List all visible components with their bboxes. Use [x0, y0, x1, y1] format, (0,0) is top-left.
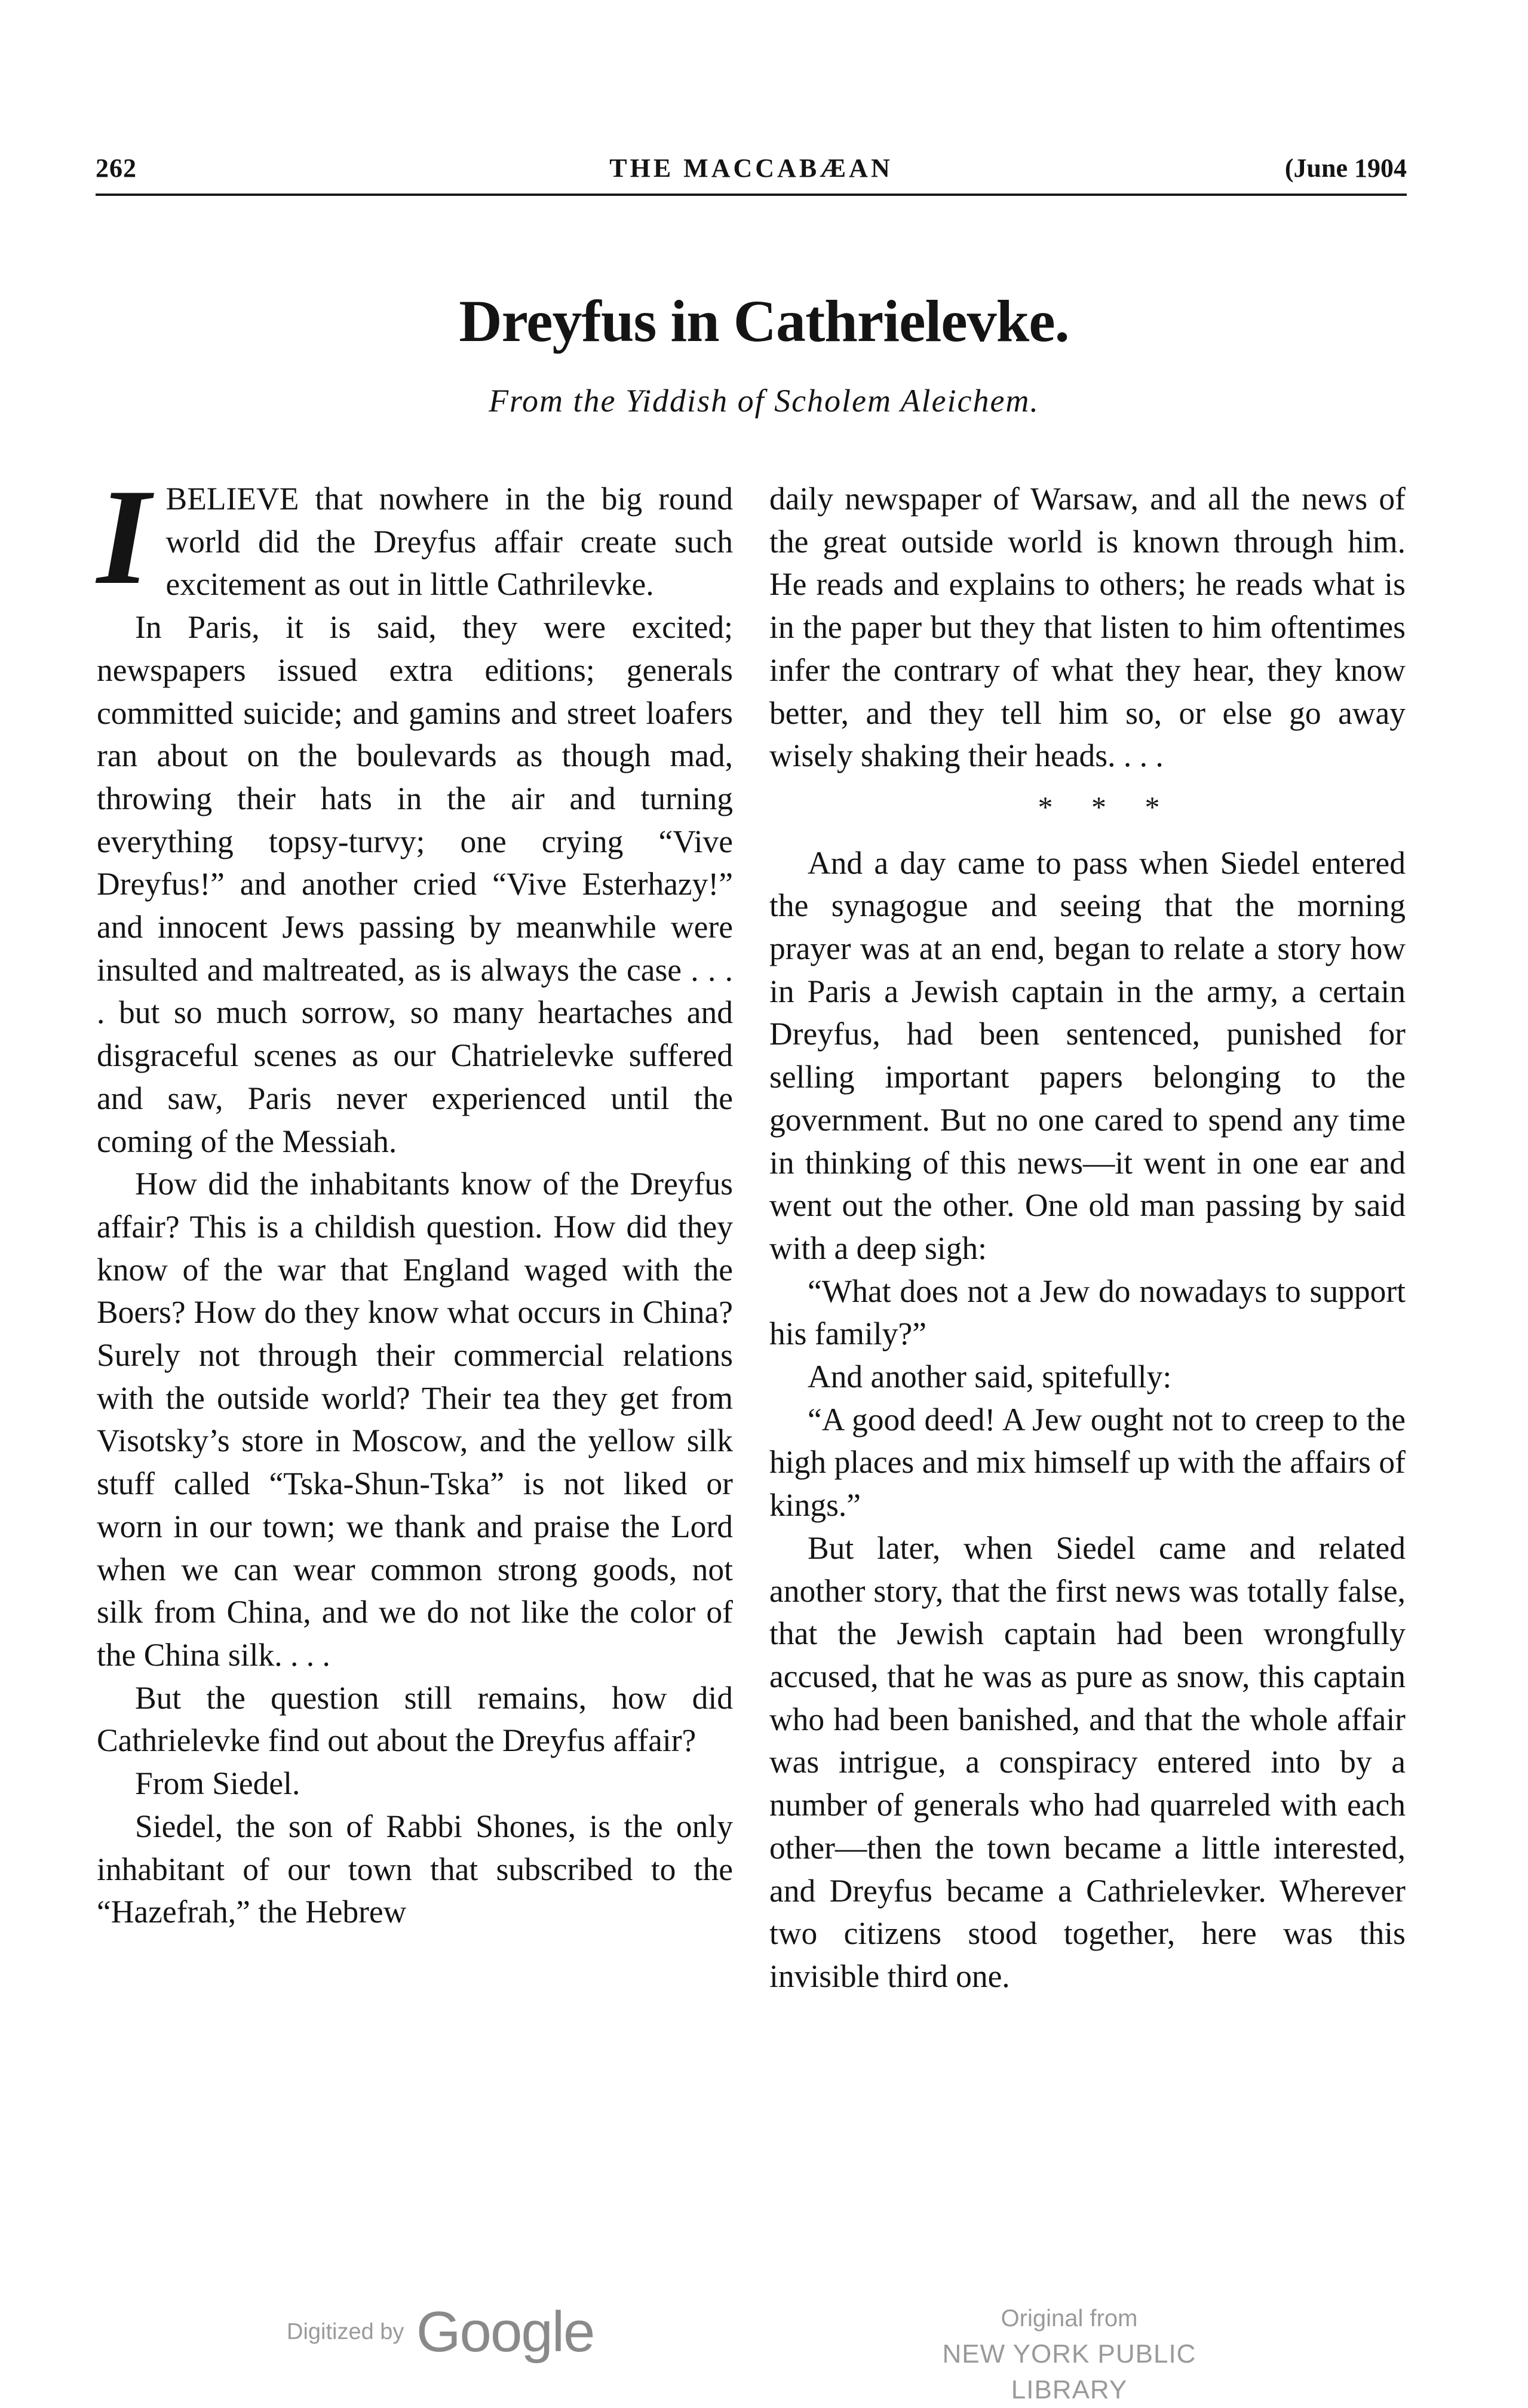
paragraph: “What does not a Jew do nowadays to support his family?”	[769, 1273, 1406, 1352]
journal-title: THE MACCABÆAN	[609, 153, 893, 183]
original-from-text: Original from	[1001, 2305, 1138, 2332]
article-subtitle: From the Yiddish of Scholem Aleichem.	[489, 383, 1039, 419]
right-column	[769, 478, 1406, 1998]
left-column	[97, 460, 733, 1934]
paragraph: From Siedel.	[135, 1765, 300, 1802]
opening-paragraph	[97, 460, 733, 613]
section-break: * * *	[1038, 790, 1176, 824]
paragraph: But the question still remains, how did Cathrielevke find out about the Dreyfus affair?	[97, 1679, 733, 1759]
paragraph: In Paris, it is said, they were excited; newspapers issued extra editions; generals committed suicide; and gamins and street loafers ran about on the boulevards as though mad, throwing their hats in the air and turning everything topsy-turvy; one crying “Vive Dreyfus!” and another cried “Vive Esterhazy!” and innocent Jews passing by meanwhile were insulted and maltreated, as is always the case . . . . but so much sorrow, so many heartaches and disgraceful scenes as our Chatrielevke suffered and saw, Paris never experienced until the coming of the Messiah.	[97, 609, 733, 1159]
header-rule	[96, 194, 1407, 196]
google-logo: Google	[416, 2300, 594, 2364]
page-number: 262	[96, 153, 137, 183]
paragraph: “A good deed! A Jew ought not to creep to the high places and mix himself up with the affairs of kings.”	[769, 1401, 1406, 1524]
opening-paragraph-text: BELIEVE that nowhere in the big round world did the Dreyfus affair create such excitement as out in little Cathrilevke.	[165, 481, 733, 603]
paragraph-continued: daily newspaper of Warsaw, and all the news of the great outside world is known through him. He reads and explains to others; he reads what is in the paper but they that listen to him oftentimes infer the contrary of what they hear, they know better, and they tell him so, or else go away wisely shaking their heads. . . .	[769, 481, 1406, 774]
article-title: Dreyfus in Cathrielevke.	[459, 288, 1069, 354]
paragraph: How did the inhabitants know of the Dreyfus affair? This is a childish question. How did they know of the war that England waged with the Boers? How do they know what occurs in China? Surely not through their commercial relations with the outside world? Their tea they get from Visotsky’s store in Moscow, and the yellow silk stuff called “Tska-Shun-Tska” is not liked or worn in our town; we thank and praise the Lord when we can wear common strong goods, not silk from China, and we do not like the color of the China silk. . . .	[97, 1166, 733, 1673]
drop-cap: I	[97, 460, 151, 613]
paragraph: Siedel, the son of Rabbi Shones, is the only inhabitant of our town that subscribed to the “Hazefrah,” the Hebrew	[97, 1808, 733, 1930]
source-watermark	[884, 2300, 1254, 2408]
paragraph: And a day came to pass when Siedel entered the synagogue and seeing that the morning prayer was at an end, began to relate a story how in Paris a Jewish captain in the army, a certain Dreyfus, had been sentenced, punished for selling important papers belonging to the government. But no one cared to spend any time in thinking of this news—it went in one ear and went out the other. One old man passing by said with a deep sigh:	[769, 844, 1406, 1266]
running-head	[96, 148, 1407, 196]
digitized-by-watermark	[287, 2299, 594, 2365]
paragraph: And another said, spitefully:	[808, 1359, 1172, 1395]
paragraph: But later, when Siedel came and related another story, that the first news was totally false, that the Jewish captain had been wrongfully accused, that he was as pure as snow, this captain who had been banished, and that the whole affair was intrigue, a conspiracy entered into by a number of generals who had quarreled with each other—then the town became a little interested, and Dreyfus became a Cathrielevker. Wherever two citizens stood together, here was this invisible third one.	[769, 1529, 1406, 1994]
library-name: NEW YORK PUBLIC LIBRARY	[942, 2339, 1196, 2404]
issue-date: (June 1904	[1284, 153, 1407, 183]
digitized-by-text: Digitized by	[287, 2319, 404, 2345]
